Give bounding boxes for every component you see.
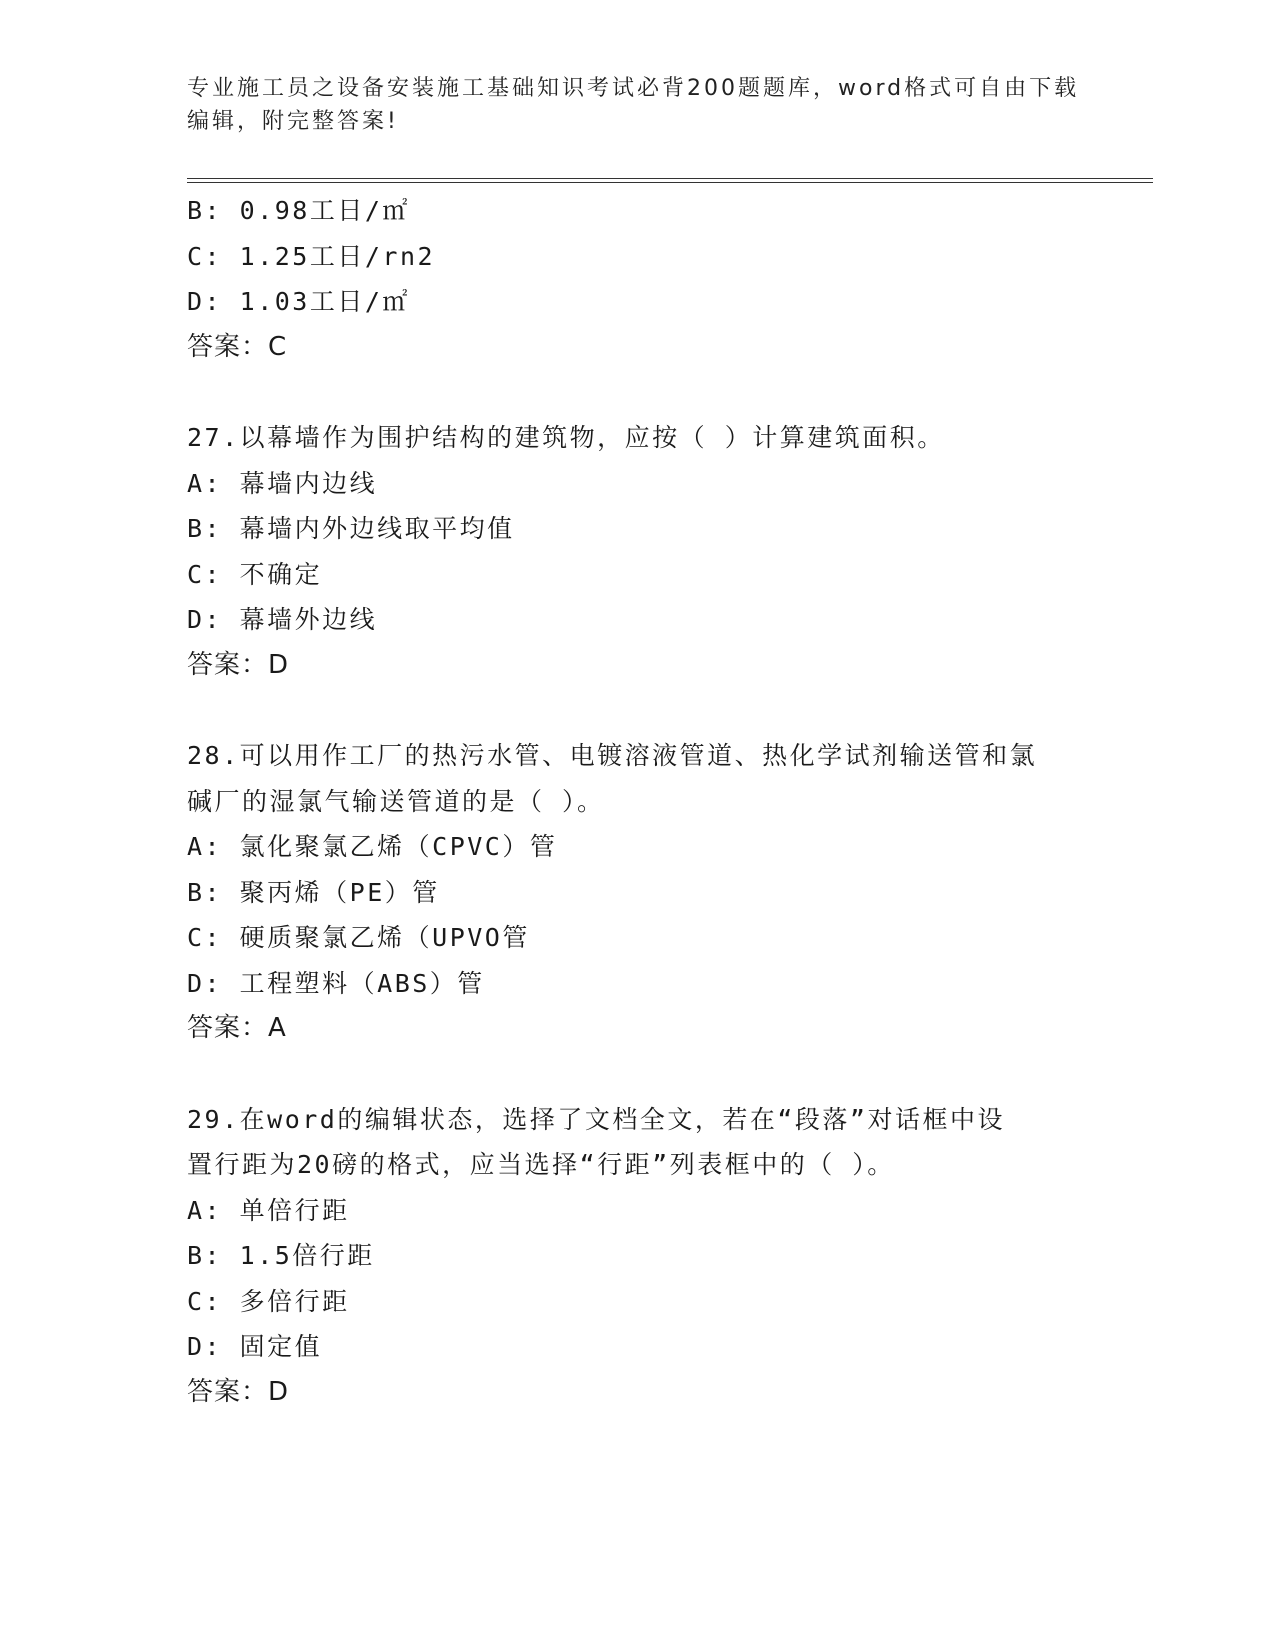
option-c: C: 硬质聚氯乙烯（UPVO管 [187, 923, 530, 952]
question-text-line-2: 碱厂的湿氯气输送管道的是（ ）。 [187, 786, 605, 816]
question-block-28 [187, 733, 1087, 1052]
option-b: B: 幕墙内外边线取平均值 [187, 514, 515, 543]
question-block-26 [187, 188, 1087, 370]
option-b: B: 聚丙烯（PE）管 [187, 877, 440, 907]
option-c: C: 不确定 [187, 559, 323, 589]
option-d: D: 工程塑料（ABS）管 [187, 968, 485, 998]
question-text-line-2: 置行距为20磅的格式，应当选择“行距”列表框中的（ ）。 [187, 1150, 895, 1179]
answer-line: 答案：D [187, 649, 290, 680]
paragraph-gap [187, 1052, 1087, 1097]
question-list [187, 188, 1087, 1415]
option-a: A: 氯化聚氯乙烯（CPVC）管 [187, 832, 558, 861]
question-block-27 [187, 415, 1087, 688]
option-a: A: 幕墙内边线 [187, 468, 378, 498]
option-d: D: 1.03工日/㎡ [187, 287, 410, 316]
option-c: C: 多倍行距 [187, 1286, 350, 1316]
answer-line: 答案：D [187, 1376, 290, 1407]
question-block-29 [187, 1097, 1087, 1416]
option-b: B: 1.5倍行距 [187, 1241, 375, 1270]
header-title-line-2: 编辑，附完整答案! [187, 109, 399, 134]
header-divider-top [187, 178, 1153, 179]
question-text: 27.以幕墙作为围护结构的建筑物，应按（ ）计算建筑面积。 [187, 423, 945, 452]
document-header [187, 72, 1087, 138]
header-title-line-1: 专业施工员之设备安装施工基础知识考试必背200题题库，word格式可自由下载 [187, 76, 1080, 101]
option-d: D: 幕墙外边线 [187, 605, 378, 634]
question-text-line-1: 29.在word的编辑状态，选择了文档全文，若在“段落”对话框中设 [187, 1104, 1005, 1134]
option-c: C: 1.25工日/rn2 [187, 241, 436, 271]
question-text-line-1: 28.可以用作工厂的热污水管、电镀溶液管道、热化学试剂输送管和氯 [187, 741, 1038, 770]
paragraph-gap [187, 370, 1087, 415]
option-a: A: 单倍行距 [187, 1195, 350, 1225]
answer-line: 答案：A [187, 1013, 287, 1043]
option-d: D: 固定值 [187, 1332, 323, 1361]
answer-line: 答案：C [187, 331, 288, 362]
option-b: B: 0.98工日/㎡ [187, 196, 410, 225]
header-divider-bottom [187, 182, 1153, 183]
paragraph-gap [187, 688, 1087, 733]
